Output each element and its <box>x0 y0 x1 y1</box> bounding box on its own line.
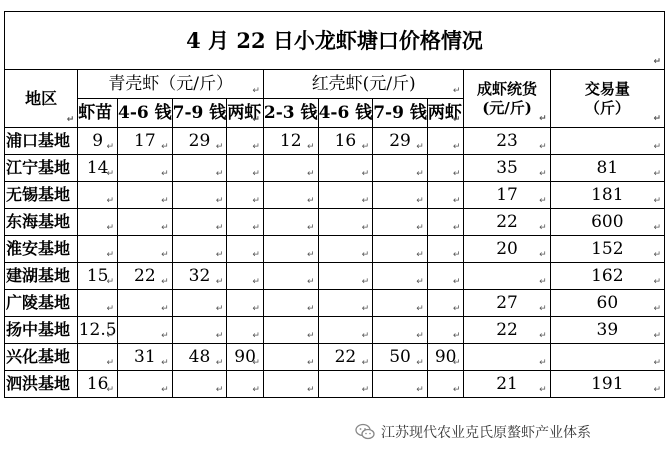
region-cell: 东海基地 <box>5 209 78 236</box>
region-cell: 建湖基地 <box>5 263 78 290</box>
value-cell: 22 ↵ <box>118 263 173 290</box>
region-cell: 无锡基地 <box>5 182 78 209</box>
value-cell <box>118 371 173 398</box>
value-cell <box>373 236 428 263</box>
value-cell: 14 ↵ <box>78 155 118 182</box>
value-cell: 39 ↵ <box>550 317 664 344</box>
table-row <box>5 209 665 236</box>
value-cell: 81 ↵ <box>550 155 664 182</box>
value-cell <box>227 371 264 398</box>
value-cell <box>263 236 318 263</box>
value-cell <box>427 182 464 209</box>
table-row <box>5 290 665 317</box>
header-green-size: 4-6 钱 <box>118 99 173 128</box>
value-cell <box>118 317 173 344</box>
value-cell: 50 ↵ <box>373 344 428 371</box>
value-cell <box>550 128 664 155</box>
value-cell: 27 ↵ <box>464 290 550 317</box>
value-cell <box>263 182 318 209</box>
value-cell <box>427 128 464 155</box>
header-volume: 交易量（斤） ↵ <box>550 70 664 128</box>
value-cell: 22 ↵ <box>464 209 550 236</box>
region-cell: 浦口基地 <box>5 128 78 155</box>
header-overall: 成虾统货(元/斤) ↵ <box>464 70 550 128</box>
value-cell <box>427 263 464 290</box>
value-cell <box>318 209 373 236</box>
table-row <box>5 371 665 398</box>
region-cell: 江宁基地 <box>5 155 78 182</box>
value-cell <box>227 155 264 182</box>
wechat-icon <box>355 423 375 441</box>
value-cell: 15 ↵ <box>78 263 118 290</box>
value-cell <box>78 236 118 263</box>
value-cell <box>118 236 173 263</box>
header-green-size: 7-9 钱 <box>172 99 227 128</box>
value-cell: 29 ↵ <box>172 128 227 155</box>
value-cell <box>427 290 464 317</box>
value-cell <box>227 209 264 236</box>
watermark <box>355 422 591 442</box>
value-cell <box>118 290 173 317</box>
price-table <box>4 11 665 398</box>
value-cell: 16 ↵ <box>318 128 373 155</box>
value-cell <box>427 236 464 263</box>
region-cell: 泗洪基地 <box>5 371 78 398</box>
value-cell <box>172 290 227 317</box>
value-cell <box>263 317 318 344</box>
value-cell: 31 ↵ <box>118 344 173 371</box>
header-region: 地区 ↵ <box>5 70 78 128</box>
value-cell <box>427 155 464 182</box>
value-cell: 600 ↵ <box>550 209 664 236</box>
value-cell: 29 ↵ <box>373 128 428 155</box>
table-row <box>5 344 665 371</box>
region-cell: 扬中基地 <box>5 317 78 344</box>
value-cell <box>318 290 373 317</box>
value-cell: 23 ↵ <box>464 128 550 155</box>
header-red-size: 4-6 钱 <box>318 99 373 128</box>
header-green-size: 两虾 ↵ <box>227 99 264 128</box>
value-cell <box>373 290 428 317</box>
value-cell <box>172 155 227 182</box>
value-cell <box>263 371 318 398</box>
value-cell <box>227 236 264 263</box>
header-green-group: 青壳虾（元/斤） ↵ <box>78 70 264 99</box>
value-cell: 35 ↵ <box>464 155 550 182</box>
value-cell <box>318 155 373 182</box>
value-cell <box>78 182 118 209</box>
value-cell <box>373 155 428 182</box>
region-cell: 淮安基地 <box>5 236 78 263</box>
value-cell <box>227 290 264 317</box>
value-cell <box>263 155 318 182</box>
header-red-size: 两虾 ↵ <box>427 99 464 128</box>
value-cell <box>464 263 550 290</box>
value-cell <box>427 317 464 344</box>
value-cell <box>118 155 173 182</box>
value-cell <box>172 371 227 398</box>
value-cell <box>373 371 428 398</box>
value-cell: 20 ↵ <box>464 236 550 263</box>
value-cell: 90 ↵ <box>427 344 464 371</box>
value-cell <box>172 317 227 344</box>
value-cell <box>172 209 227 236</box>
header-green-size: 虾苗 <box>78 99 118 128</box>
table-row <box>5 236 665 263</box>
value-cell <box>78 209 118 236</box>
value-cell <box>318 371 373 398</box>
value-cell <box>263 290 318 317</box>
value-cell <box>78 344 118 371</box>
value-cell: 12 ↵ <box>263 128 318 155</box>
table-row <box>5 263 665 290</box>
value-cell <box>263 209 318 236</box>
table-title: 4 月 22 日小龙虾塘口价格情况 ↵ <box>5 12 665 70</box>
value-cell: 16 ↵ <box>78 371 118 398</box>
value-cell <box>373 209 428 236</box>
value-cell <box>373 317 428 344</box>
value-cell <box>373 182 428 209</box>
region-cell: 广陵基地 <box>5 290 78 317</box>
value-cell: 17 ↵ <box>464 182 550 209</box>
watermark-text: 江苏现代农业克氏原螯虾产业体系 <box>381 425 591 441</box>
value-cell: 9 ↵ <box>78 128 118 155</box>
value-cell <box>172 236 227 263</box>
value-cell <box>373 263 428 290</box>
value-cell: 60 ↵ <box>550 290 664 317</box>
value-cell <box>427 209 464 236</box>
table-row <box>5 182 665 209</box>
value-cell: 48 ↵ <box>172 344 227 371</box>
value-cell <box>227 128 264 155</box>
value-cell: 21 ↵ <box>464 371 550 398</box>
value-cell: 191 ↵ <box>550 371 664 398</box>
value-cell: 17 ↵ <box>118 128 173 155</box>
value-cell: 32 ↵ <box>172 263 227 290</box>
value-cell: 152 ↵ <box>550 236 664 263</box>
value-cell: 90 ↵ <box>227 344 264 371</box>
value-cell <box>263 344 318 371</box>
header-red-size: 7-9 钱 <box>373 99 428 128</box>
value-cell <box>227 263 264 290</box>
value-cell: 12.5 ↵ <box>78 317 118 344</box>
value-cell: 181 ↵ <box>550 182 664 209</box>
value-cell <box>78 290 118 317</box>
value-cell <box>118 209 173 236</box>
value-cell <box>172 182 227 209</box>
table-row <box>5 317 665 344</box>
table-row <box>5 155 665 182</box>
value-cell <box>318 182 373 209</box>
value-cell <box>550 344 664 371</box>
value-cell <box>318 317 373 344</box>
region-cell: 兴化基地 <box>5 344 78 371</box>
value-cell: 162 ↵ <box>550 263 664 290</box>
header-red-size: 2-3 钱 <box>263 99 318 128</box>
value-cell <box>318 236 373 263</box>
value-cell <box>464 344 550 371</box>
value-cell: 22 ↵ <box>318 344 373 371</box>
value-cell <box>118 182 173 209</box>
value-cell <box>263 263 318 290</box>
value-cell <box>427 371 464 398</box>
table-row <box>5 128 665 155</box>
value-cell <box>227 182 264 209</box>
value-cell <box>227 317 264 344</box>
value-cell: 22 ↵ <box>464 317 550 344</box>
header-red-group: 红壳虾(元/斤) ↵ <box>263 70 464 99</box>
value-cell <box>318 263 373 290</box>
